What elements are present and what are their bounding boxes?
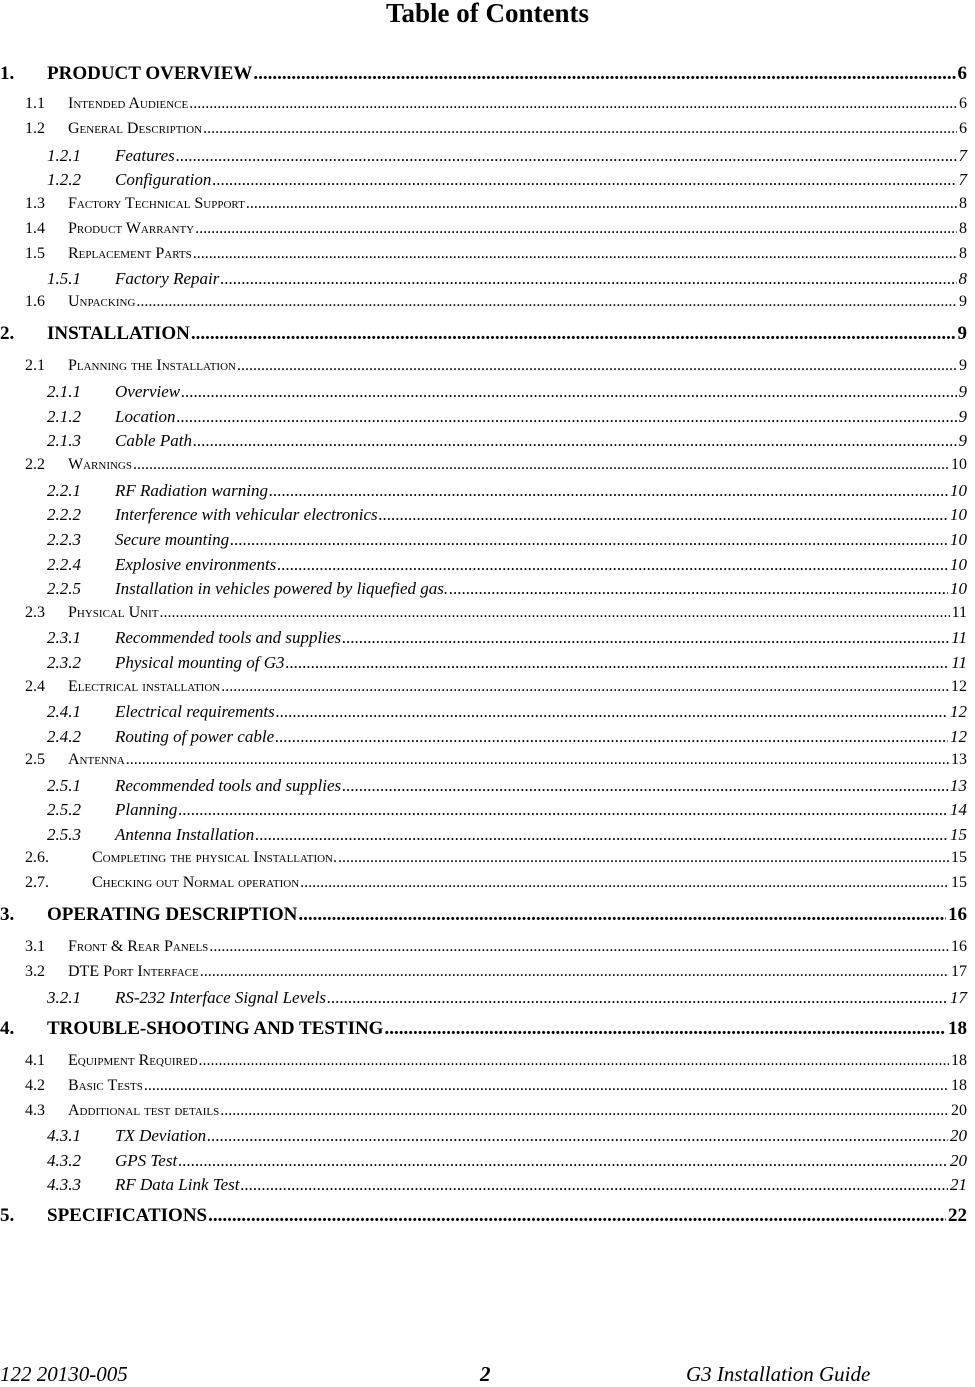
toc-entry-page-number: 20: [950, 1151, 967, 1170]
toc-entry-number: 4.3.3: [47, 1175, 81, 1194]
toc-entry-title: Product Warranty: [68, 220, 195, 237]
toc-entry-level-3[interactable]: [47, 147, 967, 164]
toc-entry-level-2[interactable]: [25, 457, 967, 473]
toc-entry-page-number: 8: [959, 245, 967, 262]
toc-entry-number: 1.2.2: [47, 170, 81, 189]
toc-entry-number: 2.3.1: [47, 628, 81, 647]
toc-entry-page-number: 21: [950, 1175, 967, 1194]
toc-entry-title: RF Data Link Test: [115, 1175, 240, 1194]
toc-entry-title: DTE Port Interface: [68, 963, 199, 980]
toc-entry-number: 5.: [0, 1205, 15, 1226]
toc-entry-page-number: 10: [951, 456, 967, 473]
toc-entry-number: 2.4: [25, 678, 45, 695]
toc-entry-number: 1.5.1: [47, 269, 81, 288]
toc-entry-title: Completing the physical Installation.: [92, 849, 337, 866]
toc-entry-number: 2.5.2: [47, 800, 81, 819]
toc-dot-leader: [379, 506, 948, 523]
toc-entry-level-2[interactable]: [25, 752, 967, 768]
toc-entry-level-3[interactable]: [47, 531, 967, 548]
toc-entry-title: Factory Repair: [115, 269, 220, 288]
toc-entry-title: Checking out Normal operation: [92, 874, 300, 891]
toc-entry-page-number: 6: [959, 95, 967, 112]
toc-entry-number: 1.4: [25, 220, 45, 237]
toc-dot-leader: [300, 875, 949, 891]
toc-entry-number: 2.5: [25, 751, 45, 768]
toc-entry-level-2[interactable]: [25, 1103, 967, 1119]
toc-entry-page-number: 15: [951, 849, 967, 866]
toc-entry-number: 4.1: [25, 1052, 45, 1069]
toc-entry-title: Front & Rear Panels: [68, 938, 209, 955]
toc-entry-number: 2.2.2: [47, 505, 81, 524]
toc-entry-page-number: 8: [959, 220, 967, 237]
toc-entry-title: Configuration: [115, 170, 212, 189]
toc-entry-level-1[interactable]: [0, 324, 967, 343]
toc-entry-level-3[interactable]: [47, 506, 967, 523]
toc-entry-page-number: 11: [951, 653, 967, 672]
toc-dot-leader: [193, 432, 957, 449]
toc-entry-title: RS-232 Interface Signal Levels: [115, 988, 327, 1007]
toc-entry-level-3[interactable]: [47, 1152, 967, 1169]
toc-entry-level-3[interactable]: [47, 580, 967, 597]
toc-entry-number: 2.5.1: [47, 776, 81, 795]
toc-entry-level-3[interactable]: [47, 482, 967, 499]
toc-dot-leader: [275, 728, 948, 745]
toc-entry-number: 2.2.5: [47, 579, 81, 598]
toc-entry-page-number: 15: [951, 874, 967, 891]
toc-entry-number: 2.1: [25, 357, 45, 374]
toc-entry-page-number: 16: [948, 904, 967, 925]
toc-entry-number: 1.5: [25, 245, 45, 262]
toc-dot-leader: [220, 270, 956, 287]
toc-entry-title: TROUBLE-SHOOTING AND TESTING: [47, 1018, 384, 1039]
toc-entry-title: Overview: [115, 382, 181, 401]
toc-entry-title: RF Radiation warning: [115, 481, 268, 500]
toc-dot-leader: [246, 196, 957, 212]
toc-entry-title: Planning the Installation: [68, 357, 236, 374]
toc-entry-level-3[interactable]: [47, 1127, 967, 1144]
toc-entry-level-2[interactable]: [25, 96, 967, 112]
toc-entry-title: Interference with vehicular electronics: [115, 505, 378, 524]
toc-dot-leader: [208, 1206, 946, 1225]
toc-entry-level-1[interactable]: [0, 1206, 967, 1225]
toc-entry-title: Additional test details: [68, 1102, 220, 1119]
toc-entry-level-2[interactable]: [25, 294, 967, 310]
toc-dot-leader: [277, 556, 948, 573]
toc-entry-page-number: 10: [950, 579, 967, 598]
toc-entry-title: Basic Tests: [68, 1077, 143, 1094]
toc-entry-page-number: 12: [950, 727, 967, 746]
toc-entry-page-number: 9: [958, 407, 967, 426]
toc-entry-page-number: 16: [951, 938, 967, 955]
toc-entry-title: OPERATING DESCRIPTION: [47, 904, 298, 925]
toc-entry-number: 2.6.: [25, 849, 49, 866]
toc-dot-leader: [298, 905, 946, 924]
toc-entry-number: 4.3.1: [47, 1126, 81, 1145]
toc-entry-number: 1.3: [25, 195, 45, 212]
toc-entry-level-2[interactable]: [25, 1053, 967, 1069]
toc-entry-page-number: 20: [951, 1102, 967, 1119]
toc-dot-leader: [212, 171, 956, 188]
toc-entry-title: Antenna Installation: [115, 825, 255, 844]
toc-entry-number: 2.1.3: [47, 431, 81, 450]
toc-dot-leader: [199, 1053, 949, 1069]
toc-entry-title: General Description: [68, 120, 203, 137]
toc-entry-level-2[interactable]: [25, 246, 967, 262]
toc-dot-leader: [136, 294, 957, 310]
toc-dot-leader: [203, 121, 957, 137]
toc-entry-title: GPS Test: [115, 1151, 178, 1170]
toc-entry-number: 1.2.1: [47, 146, 81, 165]
toc-entry-level-3[interactable]: [47, 703, 967, 720]
toc-entry-title: INSTALLATION: [47, 323, 190, 344]
toc-dot-leader: [342, 629, 949, 646]
toc-dot-leader: [221, 679, 949, 695]
toc-entry-number: 2.2.1: [47, 481, 81, 500]
toc-entry-number: 4.3: [25, 1102, 45, 1119]
toc-entry-level-3[interactable]: [47, 801, 967, 818]
toc-entry-page-number: 9: [958, 431, 967, 450]
toc-entry-level-3[interactable]: [47, 383, 967, 400]
toc-entry-number: 4.2: [25, 1077, 45, 1094]
toc-entry-level-2[interactable]: [25, 679, 967, 695]
toc-entry-page-number: 10: [950, 505, 967, 524]
toc-entry-number: 4.: [0, 1018, 15, 1039]
toc-entry-title: Physical Unit: [68, 604, 159, 621]
toc-entry-level-3[interactable]: [47, 777, 967, 794]
toc-entry-title: Routing of power cable: [115, 727, 275, 746]
toc-dot-leader: [209, 939, 949, 955]
toc-entry-title: SPECIFICATIONS: [47, 1205, 208, 1226]
toc-dot-leader: [230, 531, 948, 548]
toc-entry-page-number: 18: [951, 1077, 967, 1094]
toc-entry-level-2[interactable]: [25, 1078, 967, 1094]
toc-dot-leader: [193, 246, 957, 262]
toc-entry-level-3[interactable]: [47, 989, 967, 1006]
toc-entry-number: 2.2: [25, 456, 45, 473]
toc-entry-page-number: 17: [951, 963, 967, 980]
toc-entry-page-number: 11: [951, 604, 967, 621]
toc-entry-title: Installation in vehicles powered by liquefied gas.: [115, 579, 449, 598]
toc-dot-leader: [237, 358, 957, 374]
toc-entry-number: 2.1.1: [47, 382, 81, 401]
toc-entry-level-2[interactable]: [25, 358, 967, 374]
footer-page-number: 2: [480, 1362, 491, 1386]
toc-entry-page-number: 15: [950, 825, 967, 844]
toc-entry-level-3[interactable]: [47, 408, 967, 425]
toc-entry-title: Equipment Required: [68, 1052, 198, 1069]
toc-entry-title: Features: [115, 146, 175, 165]
toc-entry-level-2[interactable]: [25, 939, 967, 955]
toc-entry-level-2[interactable]: [25, 121, 967, 137]
toc-entry-level-3[interactable]: [47, 1176, 967, 1193]
toc-entry-level-3[interactable]: [47, 432, 967, 449]
toc-entry-number: 3.2.1: [47, 988, 81, 1007]
toc-dot-leader: [269, 482, 948, 499]
toc-entry-level-3[interactable]: [47, 826, 967, 843]
toc-entry-level-1[interactable]: [0, 64, 967, 83]
toc-entry-level-3[interactable]: [47, 629, 967, 646]
page-footer: [0, 1362, 975, 1384]
toc-entry-number: 1.2: [25, 120, 45, 137]
toc-dot-leader: [449, 580, 948, 597]
toc-entry-title: Replacement Parts: [68, 245, 192, 262]
toc-entry-level-3[interactable]: [47, 171, 967, 188]
toc-entry-level-2[interactable]: [25, 221, 967, 237]
toc-entry-number: 2.: [0, 323, 15, 344]
toc-entry-page-number: 10: [950, 555, 967, 574]
toc-entry-level-2[interactable]: [25, 196, 967, 212]
toc-entry-page-number: 9: [957, 323, 967, 344]
toc-entry-title: Factory Technical Support: [68, 195, 245, 212]
toc-entry-page-number: 9: [959, 293, 967, 310]
toc-entry-title: Electrical requirements: [115, 702, 275, 721]
toc-dot-leader: [133, 457, 949, 473]
toc-entry-title: Recommended tools and supplies: [115, 628, 342, 647]
toc-entry-page-number: 20: [950, 1126, 967, 1145]
toc-entry-number: 1.6: [25, 293, 45, 310]
toc-dot-leader: [384, 1019, 946, 1038]
toc-dot-leader: [191, 324, 956, 343]
toc-dot-leader: [253, 64, 955, 83]
toc-dot-leader: [181, 383, 956, 400]
toc-entry-title: Intended Audience: [68, 95, 189, 112]
page-title: Table of Contents: [385, 0, 590, 28]
toc-dot-leader: [255, 826, 948, 843]
toc-entry-level-3[interactable]: [47, 728, 967, 745]
toc-entry-level-2[interactable]: [25, 850, 967, 866]
toc-entry-level-1[interactable]: [0, 905, 967, 924]
toc-entry-level-3[interactable]: [47, 556, 967, 573]
toc-entry-page-number: 12: [950, 702, 967, 721]
toc-dot-leader: [342, 777, 948, 794]
toc-entry-level-2[interactable]: [25, 605, 967, 621]
toc-dot-leader: [178, 1152, 948, 1169]
toc-entry-page-number: 13: [950, 776, 967, 795]
toc-entry-number: 2.4.2: [47, 727, 81, 746]
toc-entry-page-number: 6: [957, 63, 967, 84]
toc-dot-leader: [207, 1127, 948, 1144]
toc-dot-leader: [176, 147, 957, 164]
toc-dot-leader: [276, 703, 948, 720]
toc-entry-page-number: 7: [958, 170, 967, 189]
toc-entry-number: 2.2.3: [47, 530, 81, 549]
toc-dot-leader: [241, 1176, 948, 1193]
toc-entry-title: Electrical installation: [68, 678, 221, 695]
toc-dot-leader: [178, 801, 948, 818]
toc-entry-page-number: 13: [951, 751, 967, 768]
toc-entry-page-number: 14: [950, 800, 967, 819]
toc-entry-title: TX Deviation: [115, 1126, 207, 1145]
toc-entry-page-number: 18: [948, 1018, 967, 1039]
toc-entry-number: 1.: [0, 63, 15, 84]
toc-dot-leader: [195, 221, 957, 237]
toc-entry-page-number: 6: [959, 120, 967, 137]
toc-entry-page-number: 18: [951, 1052, 967, 1069]
toc-entry-level-2[interactable]: [25, 964, 967, 980]
toc-entry-title: Antenna: [68, 751, 125, 768]
toc-entry-page-number: 7: [958, 146, 967, 165]
toc-entry-page-number: 11: [951, 628, 967, 647]
toc-entry-title: Planning: [115, 800, 178, 819]
toc-entry-number: 3.: [0, 904, 15, 925]
toc-entry-title: PRODUCT OVERVIEW: [47, 63, 253, 84]
toc-entry-number: 2.5.3: [47, 825, 81, 844]
toc-entry-number: 2.7.: [25, 874, 49, 891]
toc-entry-title: Cable Path: [115, 431, 192, 450]
toc-entry-number: 4.3.2: [47, 1151, 81, 1170]
toc-entry-page-number: 9: [958, 382, 967, 401]
toc-entry-number: 3.2: [25, 963, 45, 980]
toc-entry-number: 2.3: [25, 604, 45, 621]
footer-doc-title: G3 Installation Guide: [686, 1362, 871, 1386]
toc-entry-level-2[interactable]: [25, 875, 967, 891]
toc-entry-number: 2.1.2: [47, 407, 81, 426]
toc-dot-leader: [176, 408, 956, 425]
toc-entry-title: Location: [115, 407, 176, 426]
toc-dot-leader: [189, 96, 957, 112]
toc-entry-title: Recommended tools and supplies: [115, 776, 342, 795]
toc-entry-title: Warnings: [68, 456, 132, 473]
footer-doc-number: 122 20130-005: [0, 1362, 128, 1386]
toc-dot-leader: [159, 605, 949, 621]
toc-entry-page-number: 22: [948, 1205, 967, 1226]
toc-entry-page-number: 8: [958, 269, 967, 288]
toc-entry-number: 2.3.2: [47, 653, 81, 672]
toc-entry-page-number: 17: [950, 988, 967, 1007]
toc-entry-level-1[interactable]: [0, 1019, 967, 1038]
toc-dot-leader: [327, 989, 948, 1006]
toc-entry-title: Unpacking: [68, 293, 136, 310]
toc-entry-page-number: 10: [950, 481, 967, 500]
toc-entry-title: Physical mounting of G3: [115, 653, 285, 672]
toc-dot-leader: [220, 1103, 949, 1119]
toc-entry-number: 2.4.1: [47, 702, 81, 721]
toc-entry-page-number: 8: [959, 195, 967, 212]
toc-dot-leader: [286, 654, 950, 671]
toc-dot-leader: [200, 964, 949, 980]
toc-entry-number: 3.1: [25, 938, 45, 955]
toc-entry-level-3[interactable]: [47, 270, 967, 287]
toc-entry-title: Explosive environments: [115, 555, 277, 574]
toc-entry-number: 2.2.4: [47, 555, 81, 574]
toc-dot-leader: [338, 850, 949, 866]
toc-dot-leader: [144, 1078, 949, 1094]
toc-entry-page-number: 10: [950, 530, 967, 549]
toc-dot-leader: [126, 752, 949, 768]
toc-entry-number: 1.1: [25, 95, 45, 112]
toc-entry-page-number: 12: [951, 678, 967, 695]
toc-entry-page-number: 9: [959, 357, 967, 374]
toc-entry-title: Secure mounting: [115, 530, 230, 549]
toc-entry-level-3[interactable]: [47, 654, 967, 671]
